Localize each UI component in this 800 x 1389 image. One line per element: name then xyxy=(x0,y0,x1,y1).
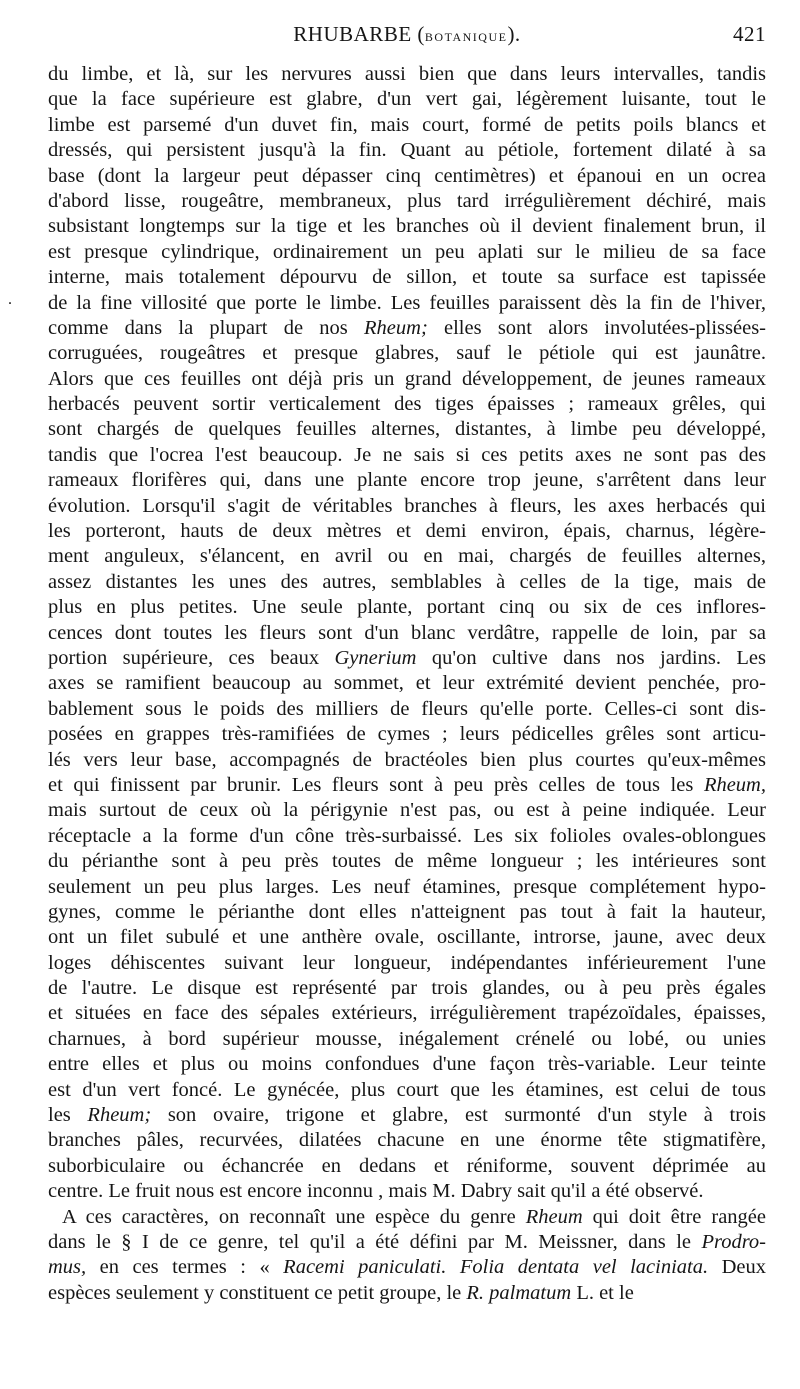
text-line xyxy=(48,468,766,493)
text-run: qu'on cultive dans nos jardins. Les xyxy=(416,646,766,669)
text-run: du limbe, et là, sur les nervures aussi bien que dans leurs intervalles, tandis xyxy=(48,63,766,85)
text-line xyxy=(48,138,766,163)
text-run: gynes, comme le périanthe dont elles n'atteignent pas tout à fait la hauteur, xyxy=(48,900,766,923)
text-line xyxy=(48,316,766,341)
text-run: les porteront, hauts de deux mètres et demi environ, épais, charnus, légère- xyxy=(48,520,766,543)
header-title-main: RHUBARBE ( xyxy=(293,22,425,46)
italic-run: Racemi paniculati. Folia dentata vel laciniata. xyxy=(283,1256,709,1279)
text-run: assez distantes les unes des autres, semblables à celles de la tige, mais de xyxy=(48,570,766,593)
text-line xyxy=(48,722,766,747)
text-line xyxy=(48,164,766,189)
italic-run: Rheum, xyxy=(703,773,766,796)
body-text xyxy=(48,62,766,1306)
text-line xyxy=(48,1078,766,1103)
text-line xyxy=(48,62,766,87)
text-run: et qui finissent par brunir. Les fleurs sont à peu près celles de tous les xyxy=(48,773,704,796)
text-line xyxy=(48,951,766,976)
text-run: suborbiculaire ou échancrée en dedans et réniforme, souvent déprimée au xyxy=(48,1154,766,1177)
text-run: L. et le xyxy=(571,1281,634,1304)
text-run: dressés, qui persistent jusqu'à la fin. Quant au pétiole, fortement dilaté à sa xyxy=(48,139,766,162)
text-line xyxy=(48,671,766,696)
text-line xyxy=(48,341,766,366)
text-run: comme dans la plupart de nos xyxy=(48,316,365,339)
text-run: base (dont la largeur peut dépasser cinq centimètres) et épanoui en un ocrea xyxy=(48,164,766,187)
text-run: corruguées, rougeâtres et presque glabres, sauf le pétiole qui est jaunâtre. xyxy=(48,342,766,365)
text-run: A ces caractères, on reconnaît une espèce du genre xyxy=(62,1205,526,1228)
text-line xyxy=(48,875,766,900)
text-line xyxy=(48,240,766,265)
text-run: et situées en face des sépales extérieurs, irrégulièrement trapézoïdales, épaisses, xyxy=(48,1002,766,1025)
text-line xyxy=(48,494,766,519)
text-line xyxy=(48,265,766,290)
text-run: qui doit être rangée xyxy=(582,1205,766,1228)
text-run: loges déhiscentes suivant leur longueur, indépendantes inférieurement l'une xyxy=(48,951,766,974)
text-line xyxy=(48,748,766,773)
text-run: lés vers leur base, accompagnés de bractéoles bien plus courtes qu'eux-mêmes xyxy=(48,748,766,771)
italic-run: R. palmatum xyxy=(466,1281,572,1304)
text-run: est d'un vert foncé. Le gynécée, plus court que les étamines, est celui de tous xyxy=(48,1078,766,1101)
text-line xyxy=(48,417,766,442)
text-line xyxy=(48,367,766,392)
text-run: bablement sous le poids des milliers de fleurs qu'elle porte. Celles-ci sont dis- xyxy=(48,697,766,720)
text-line xyxy=(48,798,766,823)
text-line xyxy=(48,925,766,950)
text-line xyxy=(48,1052,766,1077)
italic-run: Prodro- xyxy=(701,1230,766,1253)
text-line xyxy=(48,595,766,620)
text-line xyxy=(48,1027,766,1052)
header-title-end: ). xyxy=(507,22,521,46)
text-line xyxy=(48,214,766,239)
text-line xyxy=(48,621,766,646)
text-run: réceptacle a la forme d'un cône très-surbaissé. Les six folioles ovales-oblongues xyxy=(48,824,766,847)
text-line xyxy=(48,443,766,468)
text-line xyxy=(48,849,766,874)
italic-run: Gynerium xyxy=(334,646,417,669)
text-line xyxy=(48,773,766,798)
text-line xyxy=(48,87,766,112)
text-run: portion supérieure, ces beaux xyxy=(48,646,335,669)
text-run: axes se ramifient beaucoup au sommet, et leur extrémité devient penchée, pro- xyxy=(48,672,766,695)
text-run: que la face supérieure est glabre, d'un vert gai, légèrement luisante, tout le xyxy=(48,88,766,111)
text-run: charnues, à bord supérieur mousse, inégalement crénelé ou lobé, ou unies xyxy=(48,1027,766,1050)
text-run: subsistant longtemps sur la tige et les branches où il devient finalement brun, il xyxy=(48,215,766,238)
text-run: d'abord lisse, rougeâtre, membraneux, plus tard irrégulièrement déchiré, mais xyxy=(48,189,766,212)
text-run: sont chargés de quelques feuilles alternes, distantes, à limbe peu développé, xyxy=(48,418,766,441)
text-run: les xyxy=(48,1104,88,1127)
text-run: seulement un peu plus larges. Les neuf étamines, presque complétement hypo- xyxy=(48,875,766,898)
text-run: en ces termes : « xyxy=(86,1256,284,1279)
text-run: herbacés peuvent sortir verticalement des tiges épaisses ; rameaux grêles, qui xyxy=(48,393,766,416)
text-line xyxy=(48,392,766,417)
text-run: plus en plus petites. Une seule plante, portant cinq ou six de ces inflores- xyxy=(48,596,766,619)
text-run: rameaux florifères qui, dans une plante encore trop jeune, s'arrêtent dans leur xyxy=(48,469,766,492)
text-run: de l'autre. Le disque est représenté par trois glandes, ou à peu près égales xyxy=(48,977,766,1000)
text-line xyxy=(48,113,766,138)
text-run: évolution. Lorsqu'il s'agit de véritables branches à fleurs, les axes herbacés qui xyxy=(48,494,766,517)
text-line xyxy=(48,291,766,316)
text-line xyxy=(48,976,766,1001)
text-run: elles sont alors involutées-plissées- xyxy=(427,316,766,339)
text-line xyxy=(48,570,766,595)
text-line xyxy=(48,1154,766,1179)
text-run: ont un filet subulé et une anthère ovale, oscillante, introrse, jaune, avec deux xyxy=(48,926,766,949)
text-run: centre. Le fruit nous est encore inconnu , mais M. Dabry sait qu'il a été observé. xyxy=(48,1180,704,1203)
header-title-small-caps: BOTANIQUE xyxy=(424,30,508,44)
text-line xyxy=(48,1128,766,1153)
text-run: du périanthe sont à peu près toutes de même longueur ; les intérieures sont xyxy=(48,850,766,873)
italic-run: Rheum; xyxy=(364,316,428,339)
text-line xyxy=(48,900,766,925)
text-run: est presque cylindrique, ordinairement un peu aplati sur le milieu de sa face xyxy=(48,240,766,263)
italic-run: mus, xyxy=(48,1256,87,1279)
text-line xyxy=(48,1001,766,1026)
text-line xyxy=(48,1281,766,1306)
text-line xyxy=(48,544,766,569)
text-run: espèces seulement y constituent ce petit groupe, le xyxy=(48,1281,467,1304)
text-line xyxy=(48,824,766,849)
running-header xyxy=(48,22,766,52)
text-run: limbe est parsemé d'un duvet fin, mais court, formé de petits poils blancs et xyxy=(48,113,766,136)
header-title xyxy=(48,22,766,47)
margin-mark: . xyxy=(8,291,12,308)
text-line xyxy=(48,189,766,214)
text-run: cences dont toutes les fleurs sont d'un blanc verdâtre, rappelle de loin, par sa xyxy=(48,621,766,644)
text-line xyxy=(48,1179,766,1204)
text-run: Deux xyxy=(708,1256,766,1279)
text-run: posées en grappes très-ramifiées de cymes ; leurs pédicelles grêles sont articu- xyxy=(48,723,766,746)
text-run: Alors que ces feuilles ont déjà pris un grand développement, de jeunes rameaux xyxy=(48,367,766,390)
text-run: interne, mais totalement dépourvu de sillon, et toute sa surface est tapissée xyxy=(48,266,766,289)
text-line xyxy=(48,1230,766,1255)
text-run: tandis que l'ocrea l'est beaucoup. Je ne sais si ces petits axes ne sont pas des xyxy=(48,443,766,466)
text-run: branches pâles, recurvées, dilatées chacune en une énorme tête stigmatifère, xyxy=(48,1129,766,1152)
text-line xyxy=(48,519,766,544)
italic-run: Rheum; xyxy=(87,1104,152,1127)
text-run: mais surtout de ceux où la périgynie n'est pas, ou est à peine indiquée. Leur xyxy=(48,799,766,822)
text-line xyxy=(48,646,766,671)
text-line xyxy=(48,1205,766,1230)
italic-run: Rheum xyxy=(525,1205,583,1228)
text-line xyxy=(48,1255,766,1280)
text-run: dans le § I de ce genre, tel qu'il a été défini par M. Meissner, dans le xyxy=(48,1230,702,1253)
text-run: ment anguleux, s'élancent, en avril ou en mai, chargés de feuilles alternes, xyxy=(48,545,766,568)
text-run: son ovaire, trigone et glabre, est surmonté d'un style à trois xyxy=(151,1104,766,1127)
text-line xyxy=(48,1103,766,1128)
text-line xyxy=(48,697,766,722)
text-run: de la fine villosité que porte le limbe. Les feuilles paraissent dès la fin de l'hiver, xyxy=(48,291,766,314)
page-number: 421 xyxy=(733,22,766,46)
text-run: entre elles et plus ou moins confondues d'une façon très-variable. Leur teinte xyxy=(48,1053,766,1076)
